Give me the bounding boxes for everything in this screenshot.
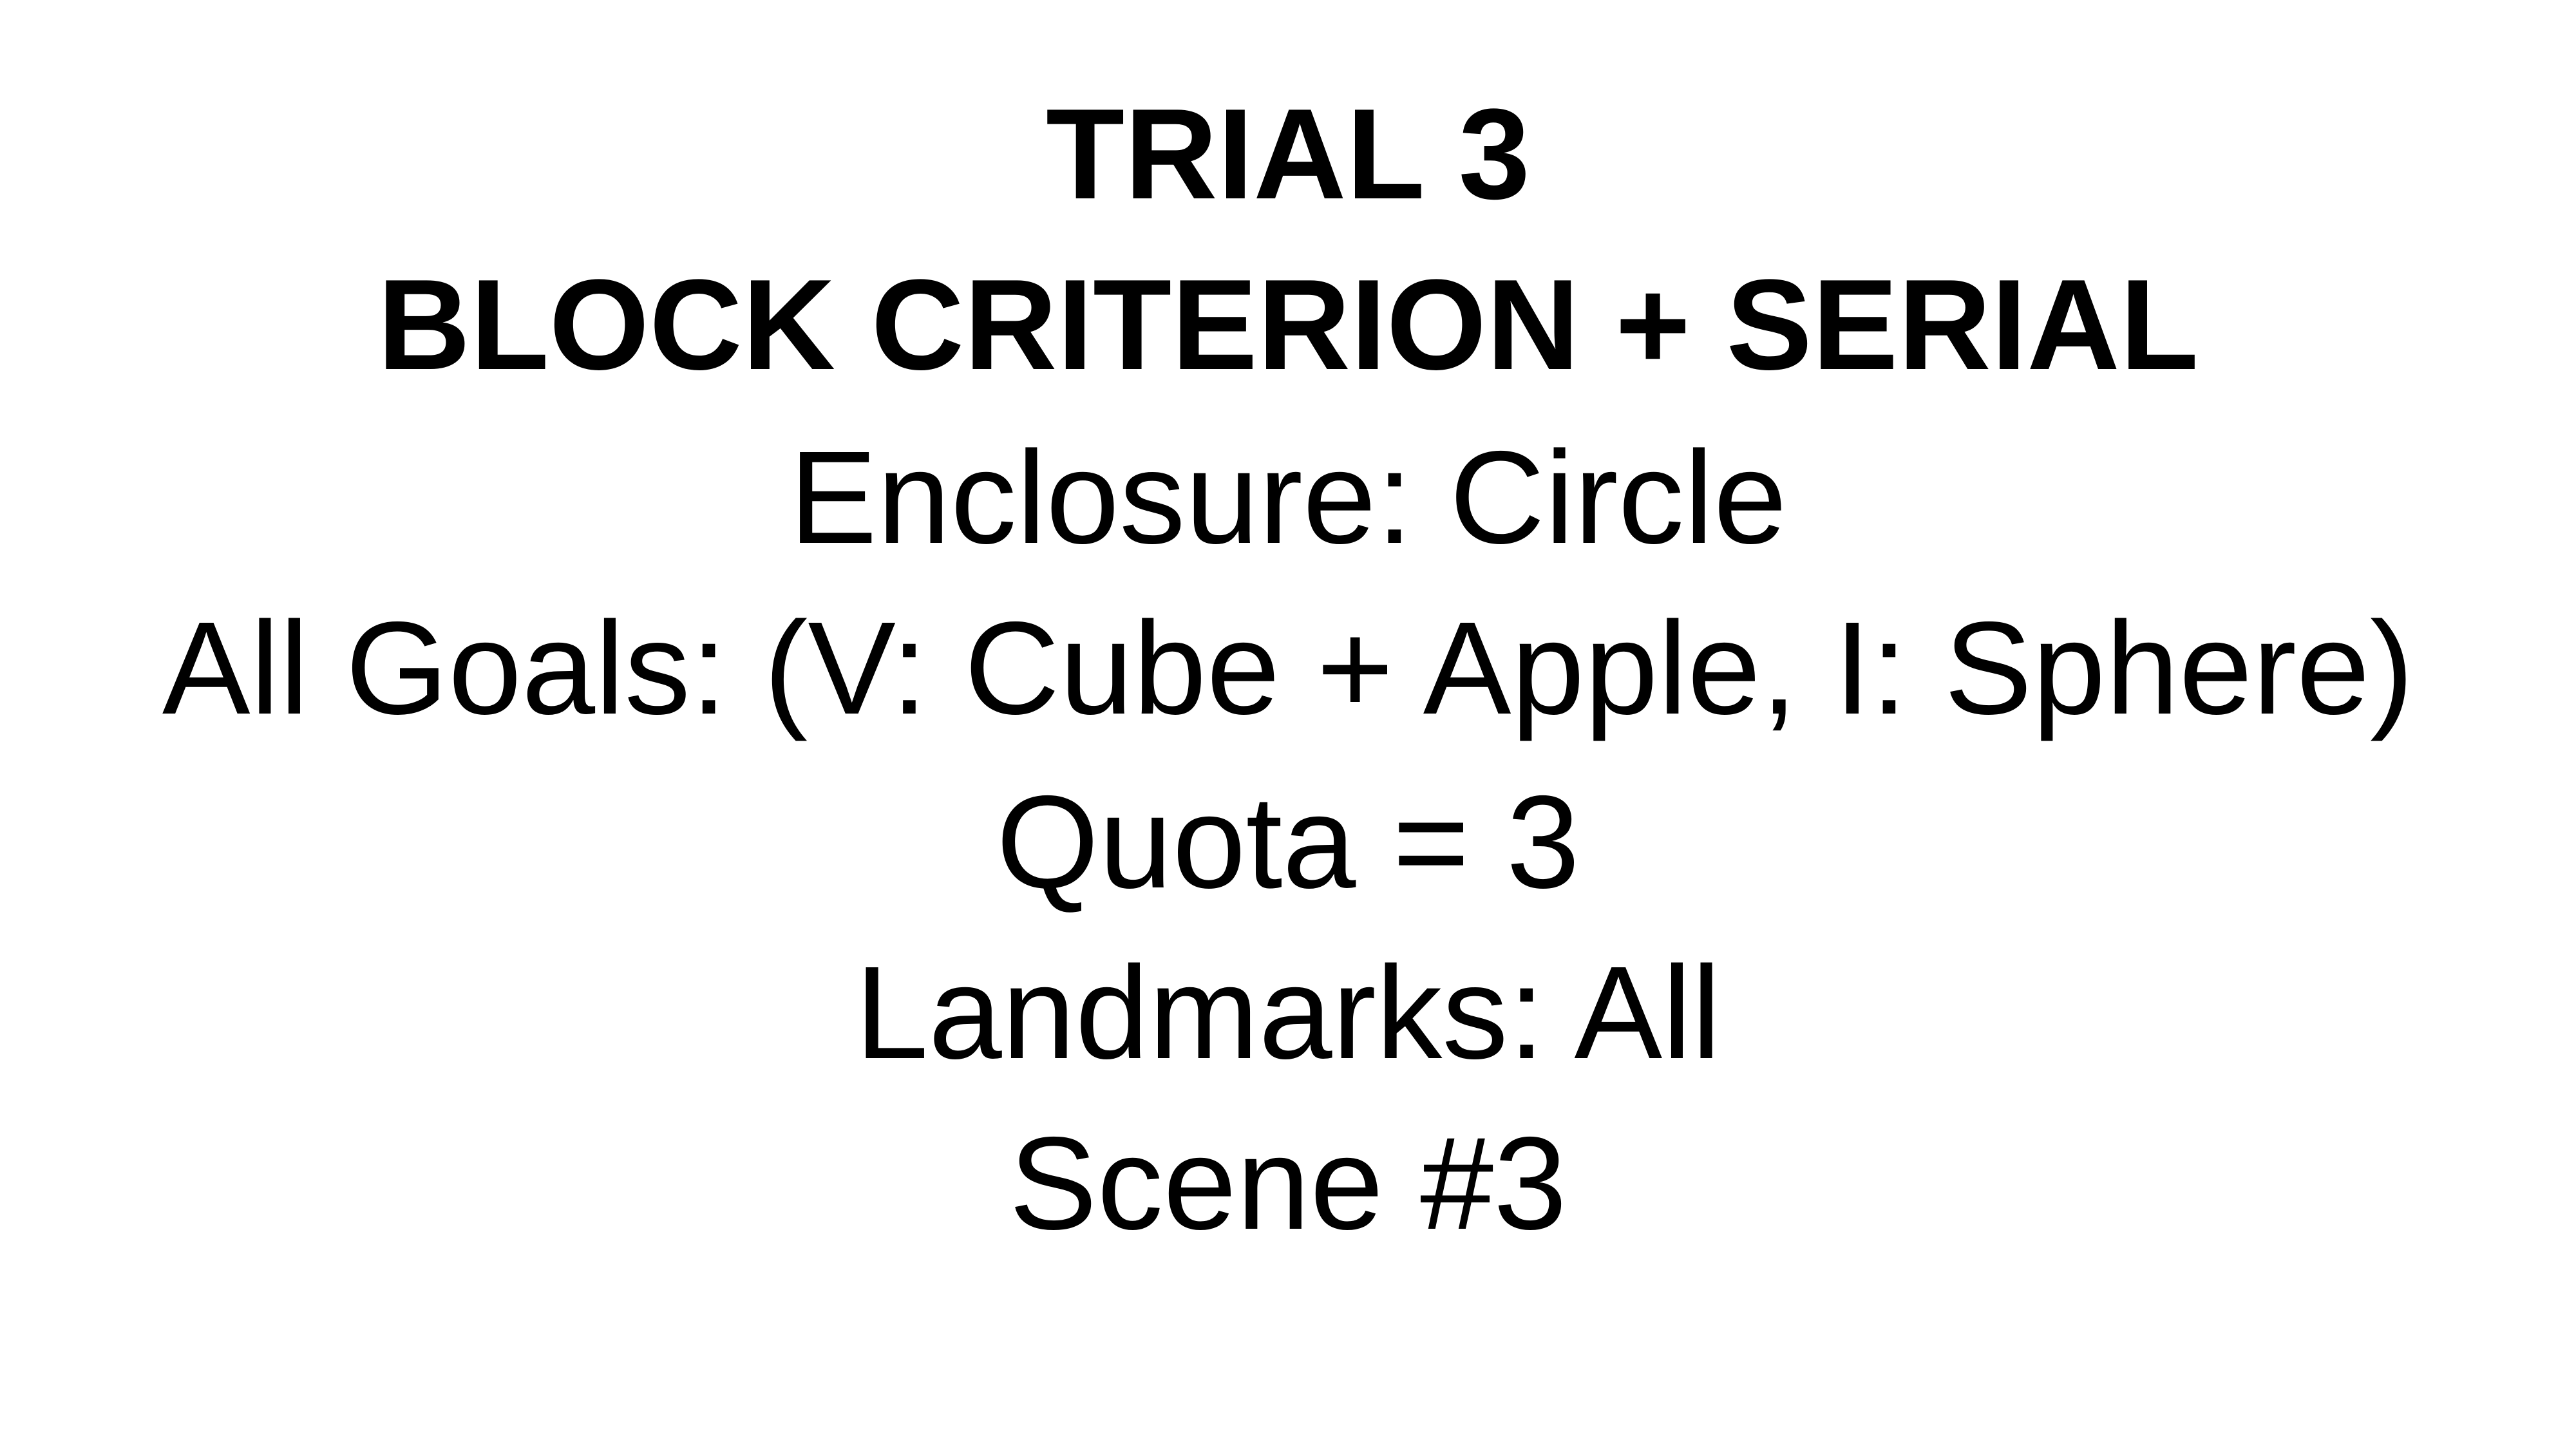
enclosure-text: Enclosure: Circle	[789, 424, 1787, 571]
trial-title: TRIAL 3	[1046, 82, 1530, 226]
goals-text: All Goals: (V: Cube + Apple, I: Sphere)	[162, 594, 2414, 742]
quota-text: Quota = 3	[996, 768, 1580, 916]
scene-text: Scene #3	[1009, 1110, 1567, 1257]
block-criterion-heading: BLOCK CRITERION + SERIAL	[377, 253, 2199, 397]
landmarks-text: Landmarks: All	[855, 939, 1721, 1086]
